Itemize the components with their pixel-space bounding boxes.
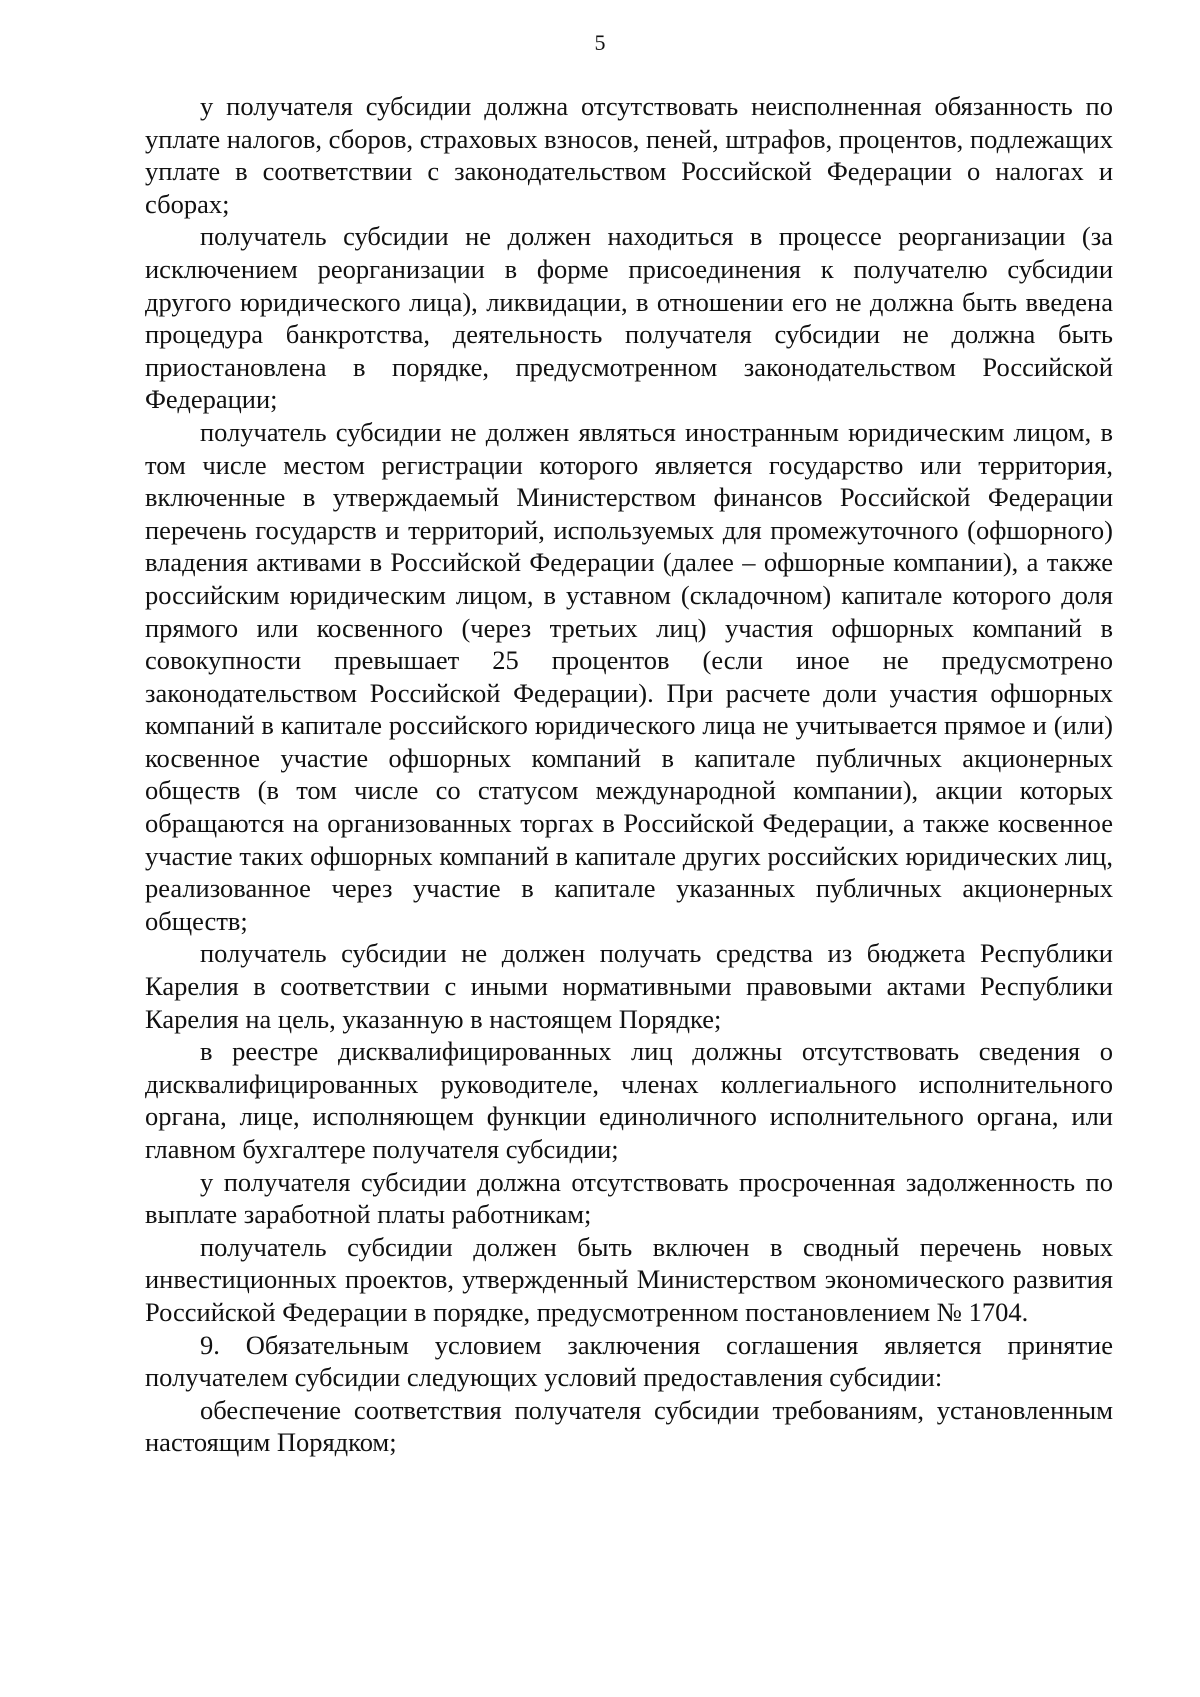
- paragraph-disqualified-persons: в реестре дисквалифицированных лиц должны отсутствовать сведения о дисквалифицированных руководителе, членах коллегиального исполнительного органа, лице, исполняющем функции единоличного исполнительного органа, или главном бухгалтере получателя субсидии;: [145, 1036, 1113, 1164]
- page-number: 5: [594, 30, 606, 55]
- document-body: [145, 90, 1113, 1459]
- paragraph-agreement-conditions: 9. Обязательным условием заключения соглашения является принятие получателем субсидии следующих условий предоставления субсидии:: [145, 1329, 1113, 1393]
- paragraph-wage-arrears: у получателя субсидии должна отсутствовать просроченная задолженность по выплате заработной платы работникам;: [145, 1166, 1113, 1230]
- paragraph-compliance: обеспечение соответствия получателя субсидии требованиям, установленным настоящим Порядком;: [145, 1394, 1113, 1458]
- paragraph-investment-projects: получатель субсидии должен быть включен в сводный перечень новых инвестиционных проектов, утвержденный Министерством экономического развития Российской Федерации в порядке, предусмотренном постановлением № 1704.: [145, 1231, 1113, 1327]
- paragraph-offshore-companies: получатель субсидии не должен являться иностранным юридическим лицом, в том числе местом регистрации которого является государство или территория, включенные в утверждаемый Министерством финансов Российской Федерации перечень государств и территорий, используемых для промежуточного (офшорного) владения активами в Российской Федерации (далее – офшорные компании), а также российским юридическим лицом, в уставном (складочном) капитале которого доля прямого или косвенного (через третьих лиц) участия офшорных компаний в совокупности превышает 25 процентов (если иное не предусмотрено законодательством Российской Федерации). При расчете доли участия офшорных компаний в капитале российского юридического лица не учитывается прямое и (или) косвенное участие офшорных компаний в капитале публичных акционерных обществ (в том числе со статусом международной компании), акции которых обращаются на организованных торгах в Российской Федерации, а также косвенное участие таких офшорных компаний в капитале других российских юридических лиц, реализованное через участие в капитале указанных публичных акционерных обществ;: [145, 416, 1113, 936]
- paragraph-tax-obligations: у получателя субсидии должна отсутствовать неисполненная обязанность по уплате налогов, сборов, страховых взносов, пеней, штрафов, процентов, подлежащих уплате в соответствии с законодательством Российской Федерации о налогах и сборах;: [145, 91, 1113, 219]
- paragraph-reorganization: получатель субсидии не должен находиться в процессе реорганизации (за исключением реорганизации в форме присоединения к получателю субсидии другого юридического лица), ликвидации, в отношении его не должна быть введена процедура банкротства, деятельность получателя субсидии не должна быть приостановлена в порядке, предусмотренном законодательством Российской Федерации;: [145, 221, 1113, 415]
- paragraph-budget-funds: получатель субсидии не должен получать средства из бюджета Республики Карелия в соответствии с иными нормативными правовыми актами Республики Карелия на цель, указанную в настоящем Порядке;: [145, 938, 1113, 1034]
